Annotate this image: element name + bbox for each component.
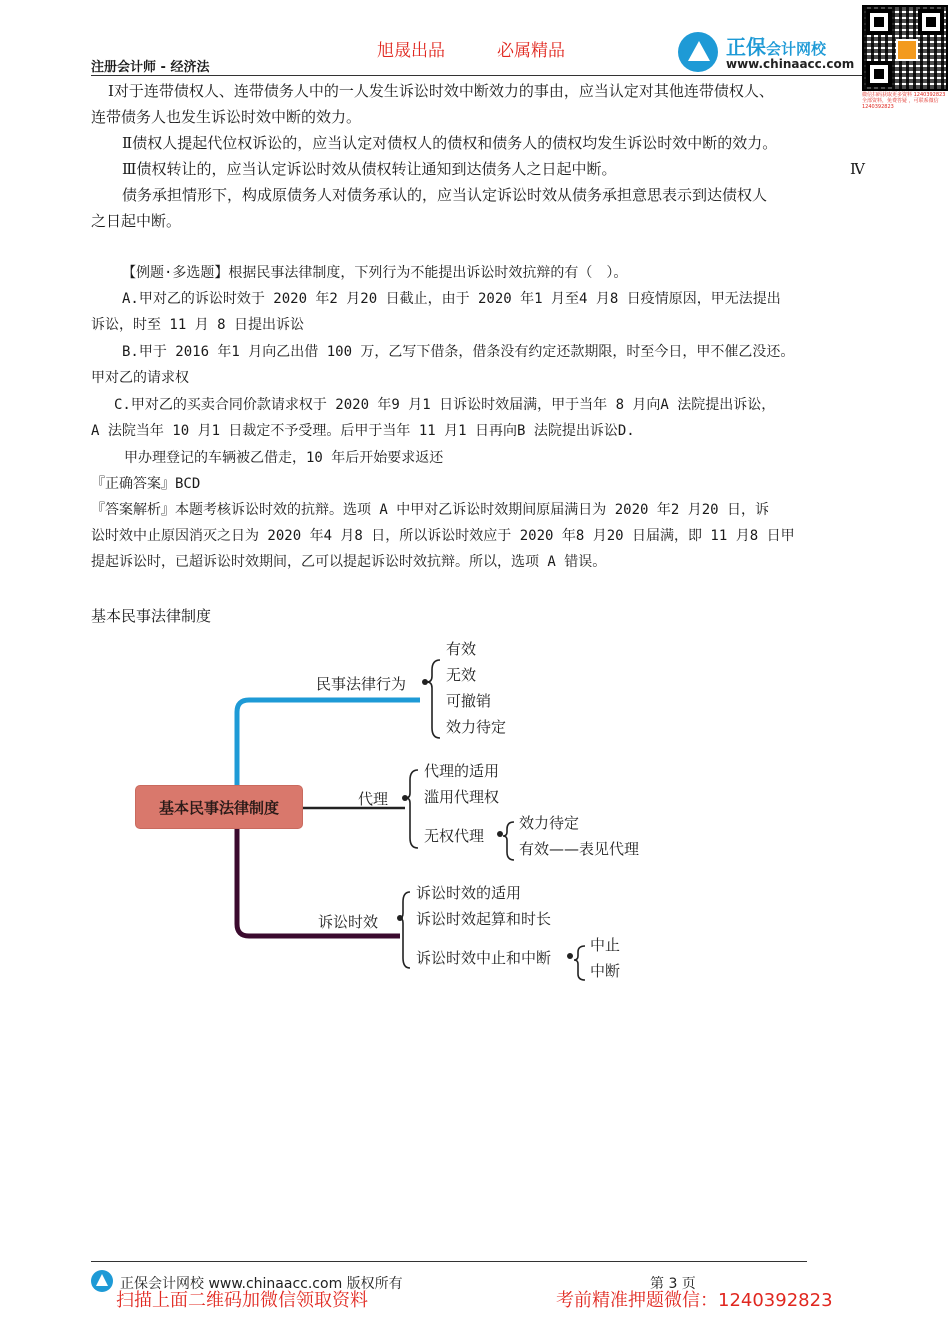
footer-page-number: 第 3 页 bbox=[650, 1276, 696, 1292]
mindmap-root-label: 基本民事法律制度 bbox=[158, 799, 279, 817]
qr-caption: 微信扫码获取更多资料 1240392823 全部资料，免费答疑 ，可联系微信 1240392823 bbox=[862, 92, 946, 110]
branch-1-line bbox=[237, 700, 420, 786]
branch-1-child-4: 效力待定 bbox=[446, 718, 507, 736]
paragraph-2: Ⅱ债权人提起代位权诉讼的，应当认定对债权人的债权和债务人的债权均发生诉讼时效中断的效力。 bbox=[122, 134, 778, 152]
branch-1-label: 民事法律行为 bbox=[316, 675, 407, 693]
footer-logo-icon bbox=[91, 1270, 113, 1292]
footer-promo-left: 扫描上面二维码加微信领取资料 bbox=[116, 1290, 368, 1311]
mindmap-root bbox=[136, 786, 302, 828]
footer-copyright: 正保会计网校 www.chinaacc.com 版权所有 bbox=[120, 1276, 403, 1292]
branch-1-child-2: 无效 bbox=[446, 666, 477, 684]
branch-1-child-1: 有效 bbox=[446, 640, 477, 658]
section-title: 基本民事法律制度 bbox=[91, 607, 212, 625]
brace-1 bbox=[427, 660, 440, 738]
brace-3-sub bbox=[574, 946, 585, 980]
slogan-2: 必属精品 bbox=[497, 41, 565, 61]
branch-3-child-2: 诉讼时效起算和时长 bbox=[416, 910, 552, 928]
branch-2-label: 代理 bbox=[358, 790, 389, 808]
option-d-line: 甲办理登记的车辆被乙借走，10 年后开始要求返还 bbox=[124, 450, 444, 466]
brace-2-sub bbox=[503, 822, 514, 860]
analysis-line-3: 提起诉讼时，已超诉讼时效期间，乙可以提起诉讼时效抗辩。所以，选项 A 错误。 bbox=[91, 554, 607, 570]
analysis-line-2: 讼时效中止原因消灭之日为 2020 年4 月8 日，所以诉讼时效应于 2020 年8 月20 日届满，即 11 月8 日甲 bbox=[91, 528, 795, 544]
brace-3 bbox=[400, 892, 410, 968]
logo-url: www.chinaacc.com bbox=[726, 57, 855, 71]
slogan-1: 旭晟出品 bbox=[377, 41, 445, 61]
branch-2-child-1: 代理的适用 bbox=[424, 762, 500, 780]
option-c-line-2: A 法院当年 10 月1 日裁定不予受理。后甲于当年 11 月1 日再向B 法院提出诉讼D. bbox=[91, 423, 635, 439]
footer-promo-right: 考前精准押题微信：1240392823 bbox=[556, 1290, 833, 1311]
logo-name-sub: 会计网校 bbox=[766, 40, 827, 58]
branch-2-sub-2: 有效——表见代理 bbox=[519, 840, 640, 858]
option-b-line-2: 甲对乙的请求权 bbox=[91, 370, 189, 386]
option-a-line-1: A.甲对乙的诉讼时效于 2020 年2 月20 日截止，由于 2020 年1 月至4 月8 日疫情原因，甲无法提出 bbox=[122, 291, 781, 307]
brace-2 bbox=[406, 770, 418, 848]
paragraph-4-line-1: 债务承担情形下，构成原债务人对债务承认的，应当认定诉讼时效从债务承担意思表示到达债权人 bbox=[122, 186, 768, 204]
branch-3-child-3: 诉讼时效中止和中断 bbox=[416, 949, 552, 967]
paragraph-1-line-1: Ⅰ对于连带债权人、连带债务人中的一人发生诉讼时效中断效力的事由，应当认定对其他连带债权人、 bbox=[108, 82, 774, 100]
example-question: 【例题·多选题】根据民事法律制度，下列行为不能提出诉讼时效抗辩的有（ ）。 bbox=[122, 265, 628, 281]
paragraph-3-tail: Ⅳ bbox=[850, 160, 865, 178]
branch-3-child-1: 诉讼时效的适用 bbox=[416, 884, 522, 902]
correct-answer: 『正确答案』BCD bbox=[91, 476, 201, 492]
branch-3-sub-2: 中断 bbox=[590, 962, 621, 980]
option-a-line-2: 诉讼，时至 11 月 8 日提出诉讼 bbox=[91, 317, 305, 333]
branch-3-label: 诉讼时效 bbox=[318, 913, 379, 931]
option-c-line-1: C.甲对乙的买卖合同价款请求权于 2020 年9 月1 日诉讼时效届满，甲于当年 8 月向A 法院提出诉讼， bbox=[114, 397, 776, 413]
footer-divider bbox=[91, 1261, 807, 1262]
option-b-line-1: B.甲于 2016 年1 月向乙出借 100 万，乙写下借条，借条没有约定还款期限，时至今日，甲不催乙没还。 bbox=[122, 344, 795, 360]
branch-3-sub-1: 中止 bbox=[590, 936, 621, 954]
paragraph-1-line-2: 连带债务人也发生诉讼时效中断的效力。 bbox=[91, 108, 362, 126]
branch-1-child-3: 可撤销 bbox=[446, 692, 492, 710]
branch-2-sub-1: 效力待定 bbox=[519, 814, 580, 832]
logo-name: 正保 bbox=[726, 35, 766, 59]
branch-2-child-3: 无权代理 bbox=[424, 827, 485, 845]
subject-title: 注册会计师 - 经济法 bbox=[91, 60, 210, 75]
paragraph-4-line-2: 之日起中断。 bbox=[91, 212, 182, 230]
analysis-line-1: 『答案解析』本题考核诉讼时效的抗辩。选项 A 中甲对乙诉讼时效期间原届满日为 2020 年2 月20 日，诉 bbox=[91, 502, 769, 518]
paragraph-3: Ⅲ债权转让的，应当认定诉讼时效从债权转让通知到达债务人之日起中断。 bbox=[122, 160, 617, 178]
branch-2-child-2: 滥用代理权 bbox=[424, 788, 500, 806]
